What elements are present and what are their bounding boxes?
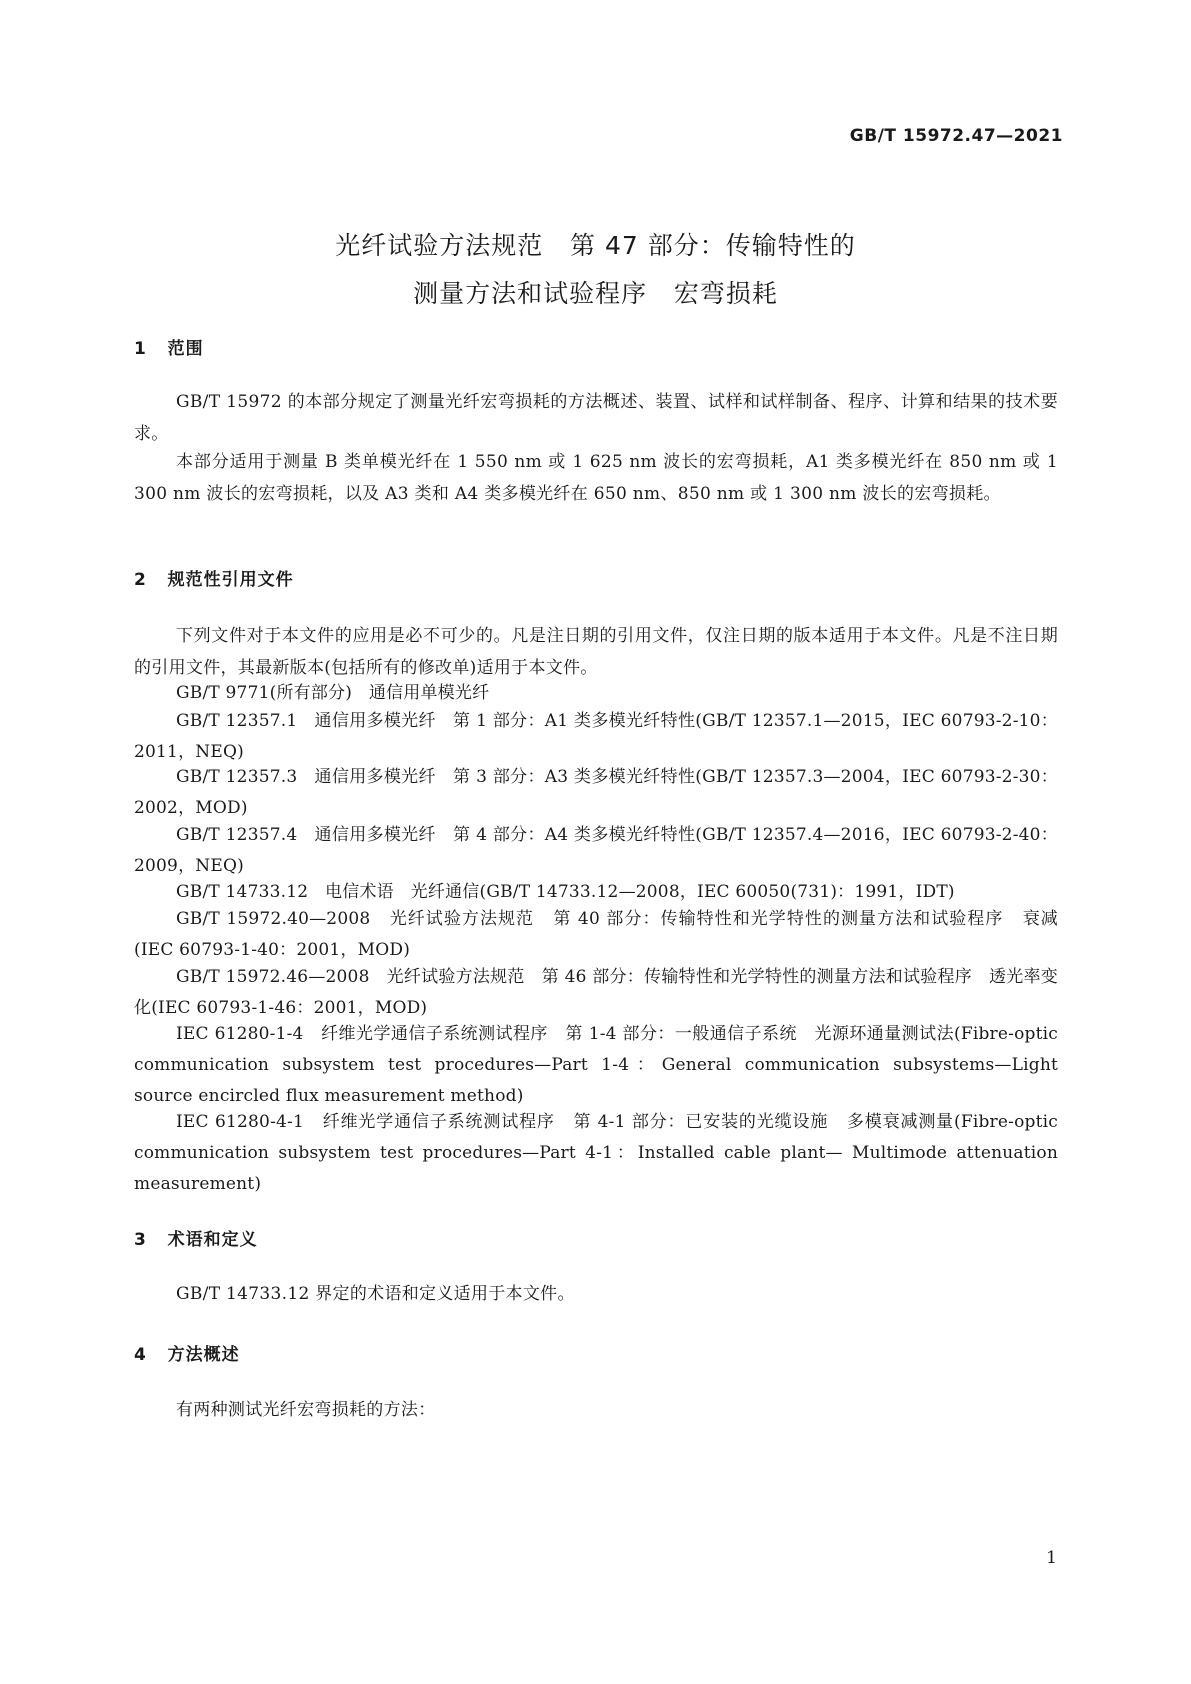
section-heading-scope: 1 范围 <box>134 339 204 359</box>
method-overview-paragraph: 有两种测试光纤宏弯损耗的方法： <box>176 1400 436 1420</box>
standard-code: GB/T 15972.47—2021 <box>849 126 1063 146</box>
section-heading-terms-definitions: 3 术语和定义 <box>134 1230 258 1250</box>
reference-item: GB/T 15972.40—2008 光纤试验方法规范 第 40 部分：传输特性和光学特性的测量方法和试验程序 衰减(IEC 60793-1-40：2001，MOD) <box>134 909 1058 960</box>
title-line-1: 光纤试验方法规范 第 47 部分：传输特性的 <box>335 231 856 260</box>
reference-item: GB/T 12357.4 通信用多模光纤 第 4 部分：A4 类多模光纤特性(GB/T 12357.4—2016，IEC 60793-2-40：2009，NEQ) <box>134 825 1058 876</box>
scope-paragraph-2: 本部分适用于测量 B 类单模光纤在 1 550 nm 或 1 625 nm 波长的宏弯损耗，A1 类多模光纤在 850 nm 或 1 300 nm 波长的宏弯损耗，以及 A3 类和 A4 类多模光纤在 650 nm、850 nm 或 1 300 nm 波长的宏弯损耗。 <box>134 452 1058 504</box>
section-heading-method-overview: 4 方法概述 <box>134 1345 240 1365</box>
reference-item: IEC 61280-1-4 纤维光学通信子系统测试程序 第 1-4 部分：一般通信子系统 光源环通量测试法(Fibre-optic communication subsystem test procedures—Part 1-4：General communication subsystems—Light source encircled flux measurement method) <box>134 1024 1064 1106</box>
title-line-2: 测量方法和试验程序 宏弯损耗 <box>413 279 778 308</box>
references-intro: 下列文件对于本文件的应用是必不可少的。凡是注日期的引用文件，仅注日期的版本适用于本文件。凡是不注日期的引用文件，其最新版本(包括所有的修改单)适用于本文件。 <box>134 626 1058 678</box>
scope-paragraph-1: GB/T 15972 的本部分规定了测量光纤宏弯损耗的方法概述、装置、试样和试样制备、程序、计算和结果的技术要求。 <box>134 392 1058 444</box>
document-title <box>0 222 1191 318</box>
reference-item: GB/T 12357.1 通信用多模光纤 第 1 部分：A1 类多模光纤特性(GB/T 12357.1—2015，IEC 60793-2-10：2011，NEQ) <box>134 711 1058 762</box>
reference-item: GB/T 14733.12 电信术语 光纤通信(GB/T 14733.12—2008，IEC 60050(731)：1991，IDT) <box>176 882 955 902</box>
reference-item: GB/T 9771(所有部分) 通信用单模光纤 <box>176 683 490 703</box>
reference-item: GB/T 12357.3 通信用多模光纤 第 3 部分：A3 类多模光纤特性(GB/T 12357.3—2004，IEC 60793-2-30：2002，MOD) <box>134 767 1058 818</box>
page-number: 1 <box>1046 1548 1057 1568</box>
reference-item: GB/T 15972.46—2008 光纤试验方法规范 第 46 部分：传输特性和光学特性的测量方法和试验程序 透光率变化(IEC 60793-1-46：2001，MOD) <box>134 967 1058 1018</box>
terms-paragraph: GB/T 14733.12 界定的术语和定义适用于本文件。 <box>176 1284 575 1304</box>
section-heading-normative-references: 2 规范性引用文件 <box>134 570 294 590</box>
reference-item: IEC 61280-4-1 纤维光学通信子系统测试程序 第 4-1 部分：已安装的光缆设施 多模衰减测量(Fibre-optic communication subsystem test procedures—Part 4-1：Installed cable plant— Multimode attenuation measurement) <box>134 1112 1064 1194</box>
